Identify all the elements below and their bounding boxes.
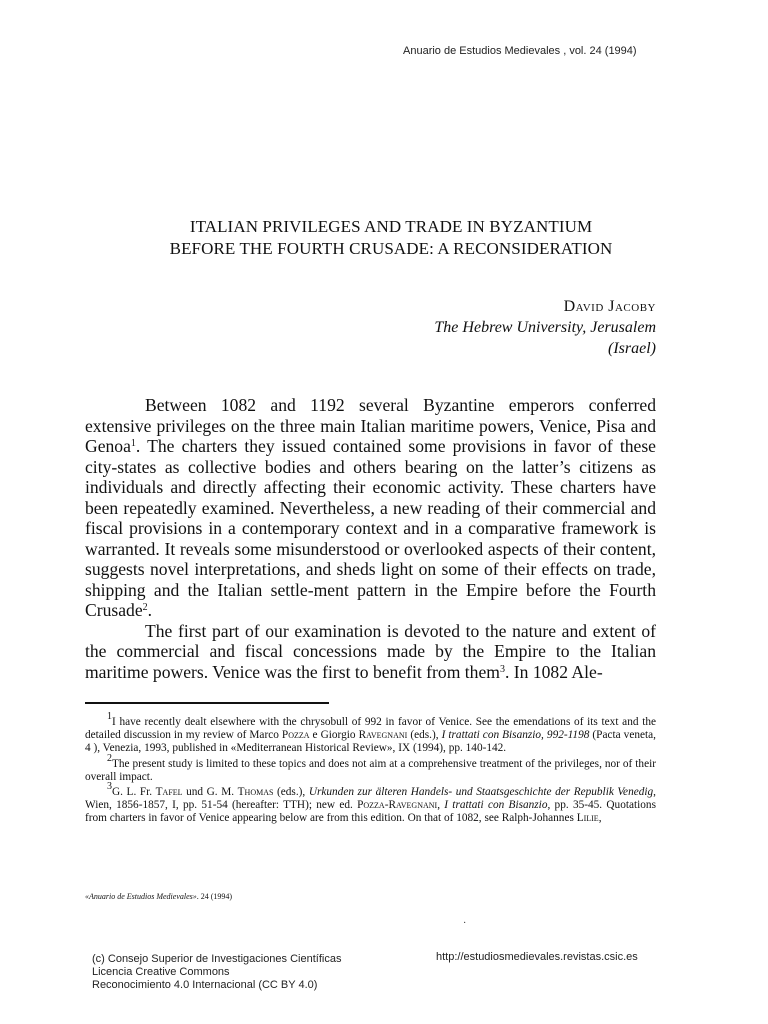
journal-reference-header: Anuario de Estudios Medievales , vol. 24 (1994) <box>403 45 637 57</box>
journal-footer-title: «Anuario de Estudios Medievales» <box>85 892 197 901</box>
footnote-work-title: I trattati con Bisanzio, 992-1198 <box>441 729 590 742</box>
footnote-number: 2 <box>107 752 112 764</box>
journal-footer-issue: . 24 (1994) <box>196 892 233 901</box>
article-title-line-2: BEFORE THE FOURTH CRUSADE: A RECONSIDERATION <box>169 239 613 258</box>
license-notice <box>92 953 341 992</box>
footnote-work-title: Urkunden zur älteren Handels- und Staatsgeschichte der Republik Venedig <box>308 786 654 799</box>
footnote-text: , Wien, 1856-1857, I, pp. 51-54 (hereafter: TTH); new ed. <box>85 786 656 812</box>
stray-mark: · <box>463 918 467 929</box>
body-paragraph-2 <box>85 621 656 683</box>
footnote-separator <box>85 702 329 704</box>
footnote-text: I have recently dealt elsewhere with the chrysobull of 992 in favor of Venice. See the emendations of its text and the detailed discussion in my review of Marco <box>85 716 656 742</box>
footnote-number: 3 <box>107 781 112 793</box>
body-text-run: . The charters they issued contained some provisions in favor of these city-states as collective bodies and others bearing on the latter’s citizens as individuals and directly affecting their economic activity. These charters have been repeatedly examined. Nevertheless, a new reading of their commercial and fiscal provisions in a contemporary context and in a comparative framework is warranted. It reveals some misunderstood or overlooked aspects of their content, suggests novel interpretations, and sheds light on some of their effects on trade, shipping and the Italian settle-ment pattern in the Empire before the Fourth Crusade <box>85 436 656 620</box>
footnote-author: Pozza <box>281 729 310 742</box>
footnote-3 <box>85 781 656 826</box>
author-country: (Israel) <box>608 340 656 357</box>
author-block <box>256 296 656 359</box>
footnote-author: Tafel <box>155 786 183 799</box>
footnotes <box>85 711 656 828</box>
body-text-run: Between 1082 and 1192 several Byzantine emperors conferred extensive privileges on the three main Italian maritime powers, Venice, Pisa and Genoa <box>85 395 656 456</box>
footnote-number: 1 <box>107 711 112 722</box>
journal-url-link[interactable]: http://estudiosmedievales.revistas.csic.es <box>436 951 638 963</box>
footnote-text: und G. M. <box>182 786 238 799</box>
footnote-text: G. L. Fr. <box>112 786 156 799</box>
journal-footer <box>85 892 232 901</box>
article-title <box>100 216 682 260</box>
footnote-author: Lilie <box>576 812 599 825</box>
license-name: Licencia Creative Commons <box>92 966 230 978</box>
article-title-line-1: ITALIAN PRIVILEGES AND TRADE IN BYZANTIUM <box>189 217 593 236</box>
footnote-ref-3[interactable]: 3 <box>499 663 505 675</box>
footnote-text: e Giorgio <box>309 729 359 742</box>
license-copyright: (c) Consejo Superior de Investigaciones Científicas <box>92 953 342 965</box>
footnote-text: The present study is limited to these topics and does not aim at a comprehensive treatment of the privileges, nor of their overall impact. <box>85 757 656 783</box>
footnote-author: Thomas <box>237 786 274 799</box>
body-text-run: The first part of our examination is devoted to the nature and extent of the commercial and fiscal concessions made by the Empire to the Italian maritime powers. Venice was the first to benefit from them <box>85 620 656 682</box>
footnote-work-title: I trattati con Bisanzio <box>444 799 548 812</box>
footnote-ref-2[interactable]: 2 <box>142 602 148 613</box>
author-affiliation: The Hebrew University, Jerusalem <box>434 319 656 336</box>
footnote-text: , <box>437 799 445 812</box>
article-body <box>85 395 656 682</box>
body-text-run: . In 1082 Ale- <box>504 661 603 682</box>
footnote-text: (Pacta veneta, 4 ), Venezia, 1993, published in «Mediterranean Historical Review», IX (1994), pp. 140-142. <box>85 729 656 755</box>
footnote-text: , pp. 35-45. Quotations from charters in favor of Venice appearing below are from this edition. On that of 1082, see Ralph-Johannes <box>85 799 656 825</box>
footnote-author: Ravegnani <box>358 729 408 742</box>
footnote-1 <box>85 711 656 756</box>
footnote-text: (eds.), <box>273 786 309 799</box>
footnote-author: Pozza-Ravegnani <box>357 799 438 812</box>
footnote-ref-1[interactable]: 1 <box>130 438 136 449</box>
footnote-text: (eds.), <box>407 729 442 742</box>
footnote-2 <box>85 752 656 784</box>
author-name: David Jacoby <box>563 298 656 315</box>
body-paragraph-1 <box>85 395 656 621</box>
license-type: Reconocimiento 4.0 Internacional (CC BY 4.0) <box>92 979 318 991</box>
footnote-text: , <box>598 812 602 825</box>
body-text-run: . <box>147 600 153 620</box>
